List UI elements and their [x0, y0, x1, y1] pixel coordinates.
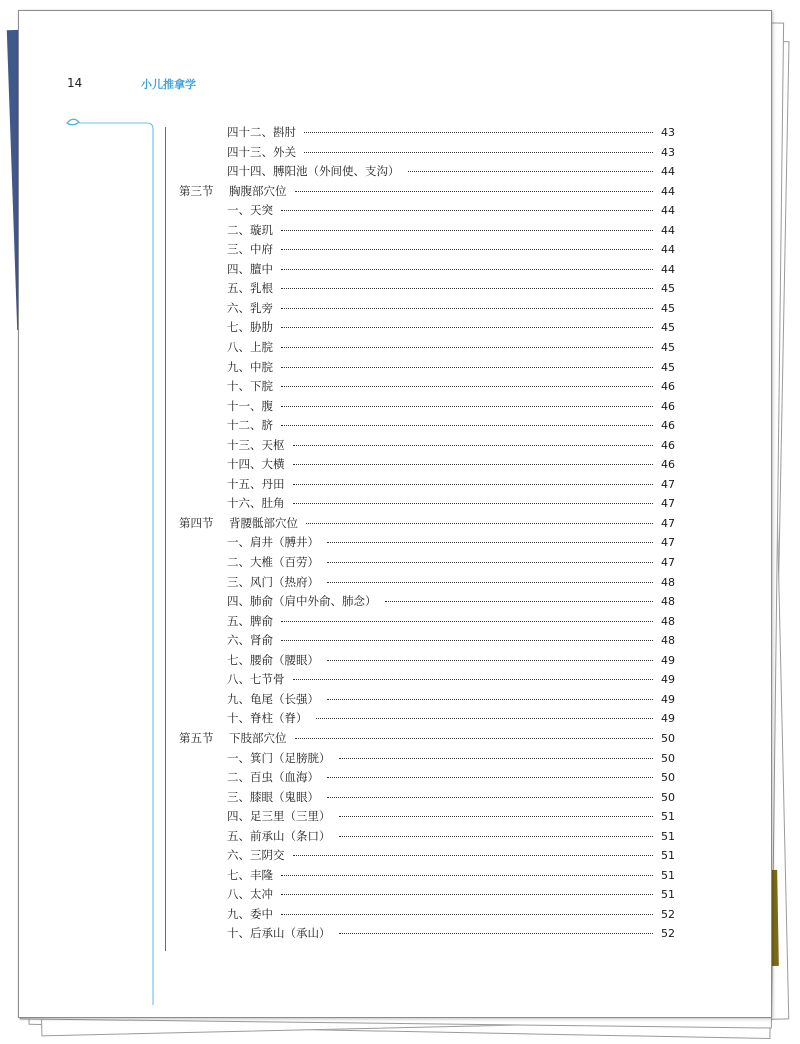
- toc-entry-row: [179, 846, 675, 866]
- toc-entry-row: [179, 670, 675, 690]
- section-number: 第四节: [179, 515, 214, 530]
- section-number: 第三节: [179, 183, 214, 198]
- toc-entry-row: [179, 905, 675, 925]
- dot-leader: [327, 660, 653, 661]
- toc-entry-row: [179, 162, 675, 182]
- dot-leader: [281, 327, 653, 328]
- toc-entry-row: [179, 416, 675, 436]
- toc-entry-row: [179, 475, 675, 495]
- entry-title: 四、肺俞（肩中外俞、肺念）: [227, 594, 377, 609]
- entry-page-number: 51: [661, 849, 675, 863]
- entry-page-number: 44: [661, 165, 675, 179]
- dot-leader: [327, 582, 653, 583]
- entry-title: 九、中脘: [227, 359, 273, 374]
- dot-leader: [293, 484, 654, 485]
- toc-entry-row: [179, 788, 675, 808]
- dot-leader: [327, 777, 653, 778]
- dot-leader: [327, 699, 653, 700]
- entry-title: 二、百虫（血海）: [227, 770, 319, 785]
- entry-page-number: 47: [661, 477, 675, 491]
- entry-page-number: 46: [661, 399, 675, 413]
- dot-leader: [327, 542, 653, 543]
- entry-title: 十一、腹: [227, 398, 273, 413]
- toc-entry-row: [179, 123, 675, 143]
- dot-leader: [281, 640, 653, 641]
- dot-leader: [306, 523, 653, 524]
- entry-page-number: 52: [661, 927, 675, 941]
- dot-leader: [281, 288, 653, 289]
- entry-title: 胸腹部穴位: [229, 183, 287, 198]
- toc-entry-row: [179, 690, 675, 710]
- entry-title: 五、脾俞: [227, 613, 273, 628]
- toc-entry-row: [179, 768, 675, 788]
- toc-entry-row: [179, 455, 675, 475]
- toc-entry-row: [179, 260, 675, 280]
- entry-title: 一、天突: [227, 203, 273, 218]
- entry-title: 六、肾俞: [227, 633, 273, 648]
- toc-entry-row: [179, 631, 675, 651]
- entry-title: 十四、大横: [227, 457, 285, 472]
- entry-page-number: 51: [661, 810, 675, 824]
- toc-entry-row: [179, 553, 675, 573]
- toc-entry-row: [179, 885, 675, 905]
- entry-title: 六、乳旁: [227, 300, 273, 315]
- section-number: 第五节: [179, 730, 214, 745]
- toc-entry-row: [179, 201, 675, 221]
- entry-title: 七、胁肋: [227, 320, 273, 335]
- dot-leader: [304, 152, 653, 153]
- entry-page-number: 43: [661, 145, 675, 159]
- dot-leader: [327, 797, 653, 798]
- running-title: 小儿推拿学: [141, 78, 196, 91]
- entry-page-number: 49: [661, 692, 675, 706]
- entry-title: 十六、肚角: [227, 496, 285, 511]
- dot-leader: [281, 269, 653, 270]
- toc-entry-row: [179, 397, 675, 417]
- entry-page-number: 44: [661, 243, 675, 257]
- dot-leader: [295, 738, 654, 739]
- entry-page-number: 47: [661, 516, 675, 530]
- entry-title: 二、璇玑: [227, 222, 273, 237]
- page-number: 14: [67, 76, 83, 90]
- entry-page-number: 47: [661, 556, 675, 570]
- entry-page-number: 46: [661, 438, 675, 452]
- dot-leader: [293, 503, 654, 504]
- dot-leader: [281, 621, 653, 622]
- entry-title: 七、丰隆: [227, 867, 273, 882]
- entry-page-number: 45: [661, 360, 675, 374]
- entry-title: 四、膻中: [227, 261, 273, 276]
- entry-title: 三、中府: [227, 242, 273, 257]
- dot-leader: [408, 171, 654, 172]
- dot-leader: [293, 464, 654, 465]
- margin-ornament: [59, 115, 169, 1015]
- toc-entry-row: [179, 612, 675, 632]
- entry-page-number: 47: [661, 536, 675, 550]
- toc-entry-row: [179, 866, 675, 886]
- toc-entry-row: [179, 494, 675, 514]
- entry-page-number: 43: [661, 126, 675, 139]
- entry-title: 十、下脘: [227, 379, 273, 394]
- dot-leader: [281, 406, 653, 407]
- dot-leader: [339, 836, 654, 837]
- entry-page-number: 46: [661, 380, 675, 394]
- toc-section-row: [179, 514, 675, 534]
- entry-page-number: 44: [661, 204, 675, 218]
- entry-title: 十五、丹田: [227, 476, 285, 491]
- toc-entry-row: [179, 318, 675, 338]
- leaf-icon: [67, 119, 79, 125]
- dot-leader: [295, 191, 654, 192]
- entry-page-number: 50: [661, 771, 675, 785]
- toc-entry-row: [179, 807, 675, 827]
- entry-page-number: 44: [661, 262, 675, 276]
- entry-title: 九、委中: [227, 906, 273, 921]
- entry-page-number: 45: [661, 301, 675, 315]
- dot-leader: [281, 367, 653, 368]
- entry-title: 四十三、外关: [227, 144, 296, 159]
- entry-title: 十、后承山（承山）: [227, 926, 331, 941]
- entry-page-number: 45: [661, 282, 675, 296]
- toc-entry-row: [179, 338, 675, 358]
- entry-page-number: 47: [661, 497, 675, 511]
- entry-page-number: 45: [661, 341, 675, 355]
- entry-title: 一、箕门（足膀胱）: [227, 750, 331, 765]
- toc-entry-row: [179, 651, 675, 671]
- toc-entry-row: [179, 924, 675, 944]
- entry-title: 四十四、膊阳池（外间使、支沟）: [227, 164, 400, 179]
- dot-leader: [281, 347, 653, 348]
- entry-page-number: 49: [661, 712, 675, 726]
- entry-page-number: 49: [661, 653, 675, 667]
- entry-page-number: 48: [661, 634, 675, 648]
- dot-leader: [385, 601, 654, 602]
- dot-leader: [316, 718, 654, 719]
- dot-leader: [281, 249, 653, 250]
- entry-title: 八、太冲: [227, 887, 273, 902]
- toc-entry-row: [179, 221, 675, 241]
- dot-leader: [281, 230, 653, 231]
- entry-title: 二、大椎（百劳）: [227, 555, 319, 570]
- dot-leader: [281, 386, 653, 387]
- entry-page-number: 52: [661, 907, 675, 921]
- document-page: [18, 10, 772, 1018]
- toc-entry-row: [179, 573, 675, 593]
- margin-line: [79, 123, 153, 1005]
- entry-page-number: 48: [661, 575, 675, 589]
- entry-title: 八、七节骨: [227, 672, 285, 687]
- entry-title: 十、脊柱（脊）: [227, 711, 308, 726]
- toc-entry-row: [179, 143, 675, 163]
- toc-entry-row: [179, 358, 675, 378]
- entry-page-number: 48: [661, 595, 675, 609]
- entry-title: 十二、脐: [227, 418, 273, 433]
- entry-page-number: 50: [661, 790, 675, 804]
- entry-page-number: 51: [661, 888, 675, 902]
- entry-title: 下肢部穴位: [229, 730, 287, 745]
- toc-entry-row: [179, 749, 675, 769]
- toc-entry-row: [179, 299, 675, 319]
- toc-entry-row: [179, 827, 675, 847]
- entry-page-number: 48: [661, 614, 675, 628]
- entry-title: 一、肩井（膊井）: [227, 535, 319, 550]
- dot-leader: [281, 914, 653, 915]
- dot-leader: [293, 679, 654, 680]
- entry-page-number: 49: [661, 673, 675, 687]
- entry-title: 四十二、斟肘: [227, 125, 296, 139]
- toc-section-row: [179, 729, 675, 749]
- entry-page-number: 50: [661, 731, 675, 745]
- toc-section-row: [179, 182, 675, 202]
- toc-vertical-rule: [165, 127, 166, 951]
- toc-entry-row: [179, 279, 675, 299]
- table-of-contents: [179, 123, 675, 944]
- entry-title: 八、上脘: [227, 340, 273, 355]
- entry-page-number: 44: [661, 184, 675, 198]
- entry-title: 六、三阴交: [227, 848, 285, 863]
- entry-page-number: 44: [661, 223, 675, 237]
- dot-leader: [281, 894, 653, 895]
- entry-page-number: 46: [661, 458, 675, 472]
- entry-page-number: 46: [661, 419, 675, 433]
- dot-leader: [281, 308, 653, 309]
- toc-entry-row: [179, 240, 675, 260]
- toc-entry-row: [179, 709, 675, 729]
- entry-title: 五、前承山（条口）: [227, 828, 331, 843]
- toc-entry-row: [179, 592, 675, 612]
- dot-leader: [281, 210, 653, 211]
- dot-leader: [339, 758, 654, 759]
- dot-leader: [339, 816, 654, 817]
- entry-page-number: 45: [661, 321, 675, 335]
- dot-leader: [304, 132, 653, 133]
- entry-title: 背腰骶部穴位: [229, 515, 298, 530]
- toc-entry-row: [179, 533, 675, 553]
- dot-leader: [281, 425, 653, 426]
- entry-title: 七、腰俞（腰眼）: [227, 652, 319, 667]
- entry-title: 三、风门（热府）: [227, 574, 319, 589]
- toc-entry-row: [179, 436, 675, 456]
- dot-leader: [293, 855, 654, 856]
- entry-title: 四、足三里（三里）: [227, 809, 331, 824]
- entry-page-number: 51: [661, 868, 675, 882]
- dot-leader: [339, 933, 654, 934]
- entry-title: 九、龟尾（长强）: [227, 691, 319, 706]
- entry-title: 三、膝眼（鬼眼）: [227, 789, 319, 804]
- toc-entry-row: [179, 377, 675, 397]
- entry-title: 十三、天枢: [227, 437, 285, 452]
- dot-leader: [281, 875, 653, 876]
- entry-title: 五、乳根: [227, 281, 273, 296]
- dot-leader: [327, 562, 653, 563]
- entry-page-number: 51: [661, 829, 675, 843]
- dot-leader: [293, 445, 654, 446]
- entry-page-number: 50: [661, 751, 675, 765]
